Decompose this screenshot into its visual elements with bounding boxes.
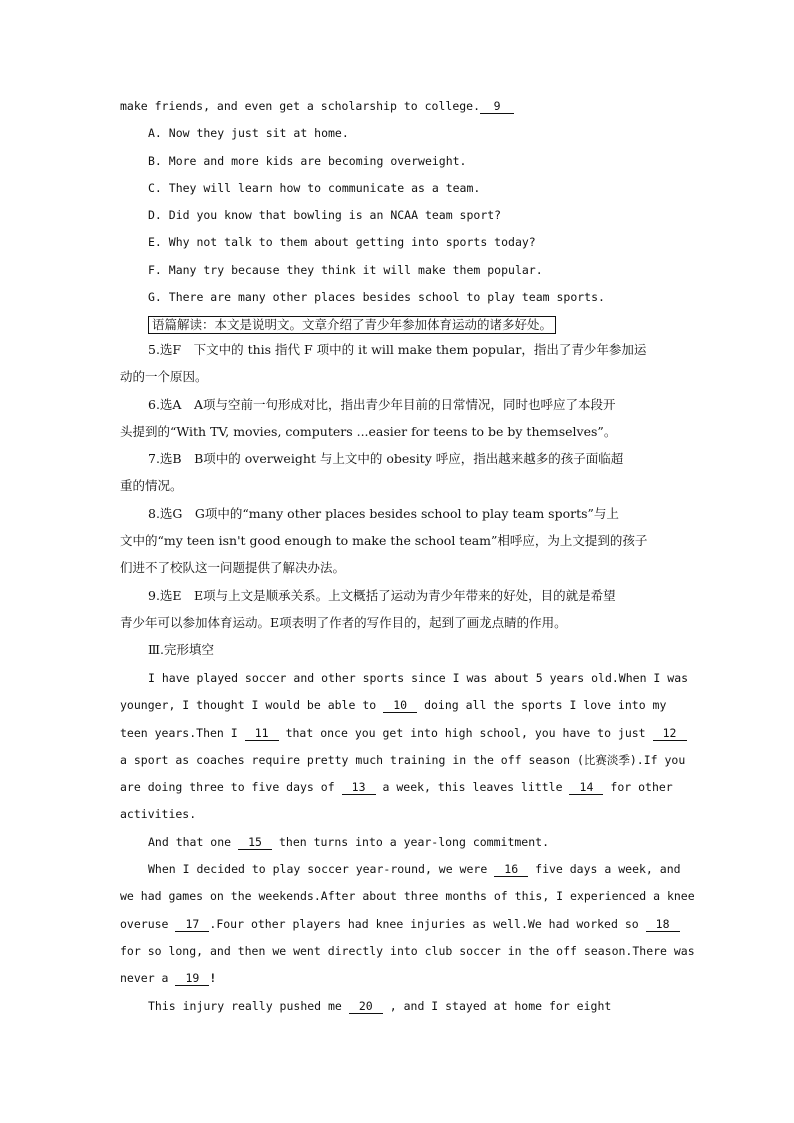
- answer-5-line-1: 5.选F 下文中的 this 指代 F 项中的 it will make them popular，指出了青少年参加运: [148, 342, 647, 357]
- blank-14: 14: [569, 780, 603, 795]
- blank-17: 17: [175, 917, 209, 932]
- answer-8-line-2: 文中的“my teen isn't good enough to make the school team”相呼应，为上文提到的孩子: [120, 533, 648, 548]
- answer-8-line-3: 们进不了校队这一问题提供了解决办法。: [120, 560, 346, 575]
- blank-16: 16: [494, 862, 528, 877]
- passage-end-line: make friends, and even get a scholarship to college. 9: [0, 98, 794, 114]
- option-f: F. Many try because they think it will make them popular.: [148, 263, 543, 277]
- answer-6-line-1: 6.选A A项与空前一句形成对比，指出青少年目前的日常情况，同时也呼应了本段开: [148, 397, 616, 412]
- passage-p3-line-3: overuse 17 .Four other players had knee injuries as well.We had worked so 18: [0, 916, 794, 932]
- summary-box: 语篇解读：本文是说明文。文章介绍了青少年参加体育运动的诸多好处。: [148, 316, 556, 334]
- passage-p3-line-4: for so long, and then we went directly into club soccer in the off season.There was: [120, 944, 695, 958]
- option-e: E. Why not talk to them about getting into sports today?: [148, 235, 536, 249]
- passage-p1-line-3: teen years.Then I 11 that once you get into high school, you have to just 12: [0, 725, 794, 741]
- answer-7-line-1: 7.选B B项中的 overweight 与上文中的 obesity 呼应，指出越来越多的孩子面临超: [148, 451, 624, 466]
- passage-p1-line-4: a sport as coaches require pretty much training in the off season (比赛淡季).If you: [120, 753, 686, 767]
- blank-11: 11: [245, 726, 279, 741]
- option-a: A. Now they just sit at home.: [148, 126, 349, 140]
- option-g: G. There are many other places besides school to play team sports.: [148, 290, 605, 304]
- passage-p1-line-1: I have played soccer and other sports since I was about 5 years old.When I was: [148, 671, 689, 685]
- answer-8-line-1: 8.选G G项中的“many other places besides school to play team sports”与上: [148, 506, 619, 521]
- passage-p1-line-2: younger, I thought I would be able to 10 doing all the sports I love into my: [120, 698, 667, 712]
- passage-p3-line-5: never a 19 !: [120, 971, 217, 985]
- passage-p2-line-1: And that one 15 then turns into a year-long commitment.: [148, 835, 549, 849]
- answer-6-line-2: 头提到的“With TV, movies, computers ...easier for teens to be by themselves”。: [120, 424, 617, 439]
- blank-9: 9: [480, 99, 514, 114]
- passage-p4-line-1: This injury really pushed me 20 , and I stayed at home for eight: [148, 999, 612, 1013]
- passage-p3-line-1: When I decided to play soccer year-round, we were 16 five days a week, and: [148, 862, 681, 876]
- blank-10: 10: [383, 698, 417, 713]
- blank-18: 18: [646, 917, 680, 932]
- passage-p1-line-6: activities.: [120, 807, 197, 821]
- option-c: C. They will learn how to communicate as a team.: [148, 181, 481, 195]
- answer-9-line-2: 青少年可以参加体育运动。E项表明了作者的写作目的，起到了画龙点睛的作用。: [120, 615, 567, 630]
- blank-12: 12: [653, 726, 687, 741]
- answer-5-line-2: 动的一个原因。: [120, 369, 208, 384]
- summary-line: [0, 316, 794, 334]
- passage-p3-line-2: we had games on the weekends.After about three months of this, I experienced a knee: [120, 889, 695, 903]
- answer-7-line-2: 重的情况。: [120, 478, 183, 493]
- option-d: D. Did you know that bowling is an NCAA team sport?: [148, 208, 502, 222]
- blank-19: 19: [175, 971, 209, 986]
- option-b: B. More and more kids are becoming overweight.: [148, 154, 467, 168]
- passage-p1-line-5: are doing three to five days of 13 a week, this leaves little 14 for other: [120, 780, 673, 794]
- section-title: Ⅲ.完形填空: [148, 642, 215, 657]
- blank-15: 15: [238, 835, 272, 850]
- blank-20: 20: [349, 999, 383, 1014]
- answer-9-line-1: 9.选E E项与上文是顺承关系。上文概括了运动为青少年带来的好处，目的就是希望: [148, 588, 616, 603]
- blank-13: 13: [342, 780, 376, 795]
